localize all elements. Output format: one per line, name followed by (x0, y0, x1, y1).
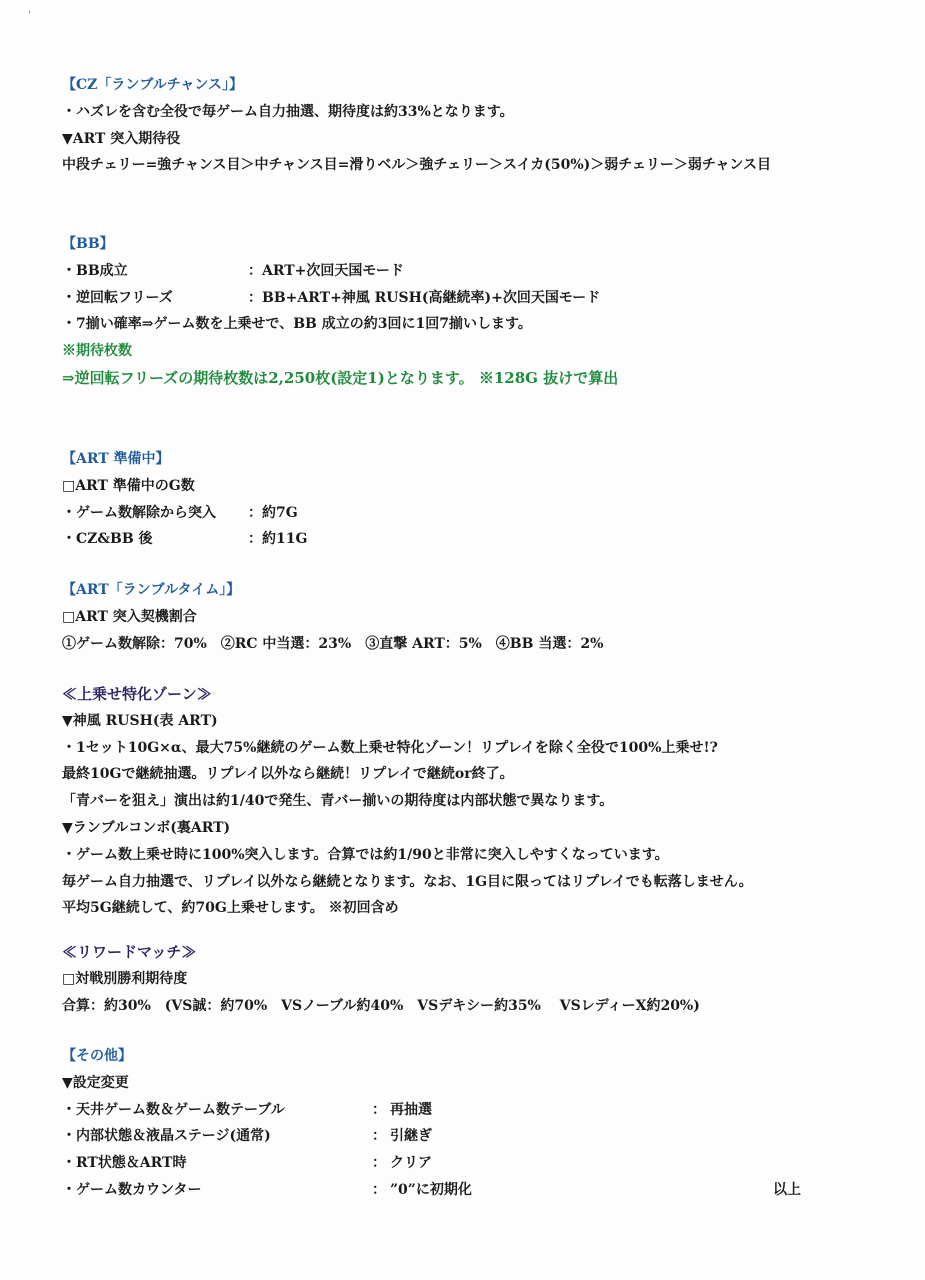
row-value: 引継ぎ (390, 1128, 432, 1145)
section-reward-match (62, 939, 700, 1019)
colon: ： (372, 1128, 386, 1145)
prep-row (62, 526, 462, 553)
row-value: 再抽選 (390, 1101, 432, 1118)
section-art-prep (62, 446, 462, 553)
bb-row (62, 285, 762, 312)
row-label: ・ゲーム数解除から突入 (62, 504, 216, 521)
section-cz (62, 72, 771, 179)
row-label: ・BB成立 (62, 262, 128, 279)
row-value: ：約7G (248, 504, 298, 521)
text-line: 毎ゲーム自力抽選で、リプレイ以外なら継続となります。なお、1G目に限ってはリプレイでも転落しません。 (62, 873, 753, 890)
row-value: ：BB+ART+神風 RUSH(高継続率)+次回天国モード (248, 289, 601, 306)
text-line: ・7揃い確率⇒ゲーム数を上乗せで、BB 成立の約3回に1回7揃いします。 (62, 316, 532, 333)
sub-heading: ▼設定変更 (62, 1074, 129, 1091)
text-line: 合算：約30% (VS誠：約70% VSノーブル約40% VSデキシー約35% VSレディーX約20%) (62, 997, 700, 1014)
end-mark: 以上 (773, 1181, 801, 1198)
row-label: ・RT状態＆ART時 (62, 1155, 187, 1172)
section-title: 【ART 準備中】 (62, 451, 170, 467)
row-value: ：約11G (248, 531, 308, 548)
section-title: 【CZ「ランブルチャンス」】 (62, 77, 243, 93)
colon: ： (372, 1155, 386, 1172)
setting-row (62, 1177, 862, 1204)
text-line: ▼神風 RUSH(表 ART) (62, 712, 218, 729)
setting-row (62, 1150, 862, 1177)
text-line: 「青バーを狙え」演出は約1/40で発生、青バー揃いの期待度は内部状態で異なります。 (62, 793, 614, 810)
prep-row (62, 500, 462, 527)
text-line: ▼ランブルコンボ(裏ART) (62, 819, 231, 836)
text-line: 最終10Gで継続抽選。リプレイ以外なら継続！リプレイで継続or終了。 (62, 766, 514, 783)
setting-row (62, 1097, 862, 1124)
text-line: ①ゲーム数解除：70% ②RC 中当選：23% ③直撃 ART：5% ④BB 当選：2% (62, 635, 604, 652)
row-value: ：ART+次回天国モード (248, 262, 404, 279)
section-bb (62, 231, 762, 392)
sub-heading: □ART 準備中のG数 (62, 477, 195, 494)
sub-heading: □対戦別勝利期待度 (62, 970, 188, 987)
setting-row (62, 1123, 862, 1150)
text-line: ▼ART 突入期待役 (62, 130, 181, 147)
section-bonus-zone (62, 681, 753, 922)
scan-speck: ' (28, 10, 32, 21)
section-title: 【ART「ランブルタイム」】 (62, 582, 241, 598)
colon: ： (372, 1181, 386, 1198)
section-art-rumble-time (62, 577, 603, 657)
colon: ： (372, 1101, 386, 1118)
section-title: 【BB】 (62, 236, 114, 252)
row-label: ・天井ゲーム数＆ゲーム数テーブル (62, 1101, 285, 1118)
row-value: クリア (390, 1155, 432, 1172)
row-label: ・ゲーム数カウンター (62, 1181, 202, 1198)
text-line: 中段チェリー=強チャンス目＞中チャンス目=滑りベル＞強チェリー＞スイカ(50%)＞弱チェリー＞弱チャンス目 (62, 157, 772, 174)
bb-row (62, 258, 762, 285)
text-line: ・ゲーム数上乗せ時に100%突入します。合算では約1/90と非常に突入しやすくなっています。 (62, 846, 669, 863)
row-label: ・内部状態＆液晶ステージ(通常) (62, 1128, 271, 1145)
text-line: ・1セット10G×α、最大75%継続のゲーム数上乗せ特化ゾーン！リプレイを除く全役で100%上乗せ!? (62, 739, 718, 756)
section-title: 【その他】 (62, 1048, 132, 1064)
note-title: ※期待枚数 (62, 343, 132, 360)
section-other (62, 1043, 862, 1204)
row-label: ・逆回転フリーズ (62, 289, 173, 306)
row-label: ・CZ&BB 後 (62, 531, 153, 548)
sub-heading: □ART 突入契機割合 (62, 608, 197, 625)
section-title: ≪上乗せ特化ゾーン≫ (62, 685, 212, 703)
row-value: ”0”に初期化 (390, 1181, 472, 1198)
section-title: ≪リワードマッチ≫ (62, 943, 197, 961)
note-text: ⇒逆回転フリーズの期待枚数は2,250枚(設定1)となります。 ※128G 抜けで算出 (62, 368, 619, 387)
text-line: ・ハズレを含む全役で毎ゲーム自力抽選、期待度は約33%となります。 (62, 103, 514, 120)
text-line: 平均5G継続して、約70G上乗せします。 ※初回含め (62, 900, 399, 917)
